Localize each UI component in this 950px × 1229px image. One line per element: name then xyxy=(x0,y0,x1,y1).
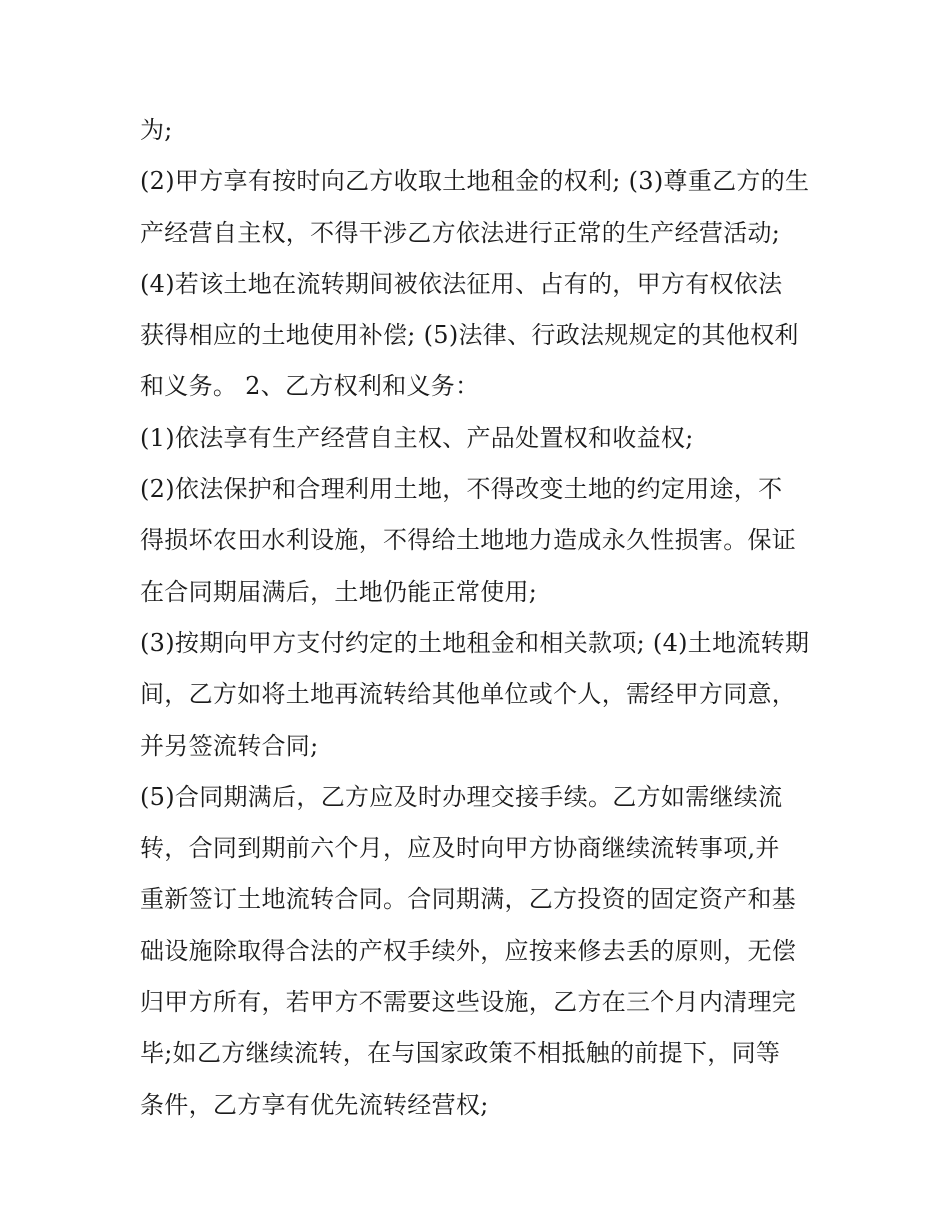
text-line: 条件，乙方享有优先流转经营权; xyxy=(140,1090,489,1119)
text-line: 重新签订土地流转合同。合同期满，乙方投资的固定资产和基 xyxy=(140,885,797,914)
text-line: 础设施除取得合法的产权手续外，应按来修去丢的原则，无偿 xyxy=(140,936,797,965)
text-line: 产经营自主权，不得干涉乙方依法进行正常的生产经营活动; xyxy=(140,218,781,247)
text-line: 毕;如乙方继续流转，在与国家政策不相抵触的前提下，同等 xyxy=(140,1039,781,1068)
text-line: 在合同期届满后，土地仍能正常使用; xyxy=(140,577,538,606)
text-line: 归甲方所有，若甲方不需要这些设施，乙方在三个月内清理完 xyxy=(140,988,797,1017)
text-line: 转，合同到期前六个月，应及时向甲方协商继续流转事项,并 xyxy=(140,834,780,863)
text-line: (3)按期向甲方支付约定的土地租金和相关款项; (4)土地流转期 xyxy=(140,628,810,657)
text-line: (4)若该土地在流转期间被依法征用、占有的，甲方有权依法 xyxy=(140,269,783,298)
text-line: 和义务。 2、乙方权利和义务： xyxy=(140,372,480,401)
document-body xyxy=(140,105,820,1131)
text-line: (2)甲方享有按时向乙方收取土地租金的权利; (3)尊重乙方的生 xyxy=(140,167,810,196)
text-line: (1)依法享有生产经营自主权、产品处置权和收益权; xyxy=(140,423,694,452)
text-line: 间，乙方如将土地再流转给其他单位或个人，需经甲方同意， xyxy=(140,680,797,709)
text-line: (5)合同期满后，乙方应及时办理交接手续。乙方如需继续流 xyxy=(140,782,783,811)
text-line: (2)依法保护和合理利用土地，不得改变土地的约定用途，不 xyxy=(140,475,783,504)
text-line: 获得相应的土地使用补偿; (5)法律、行政法规规定的其他权利 xyxy=(140,321,799,350)
text-line: 得损坏农田水利设施，不得给土地地力造成永久性损害。保证 xyxy=(140,526,797,555)
text-line: 为; xyxy=(140,116,173,144)
text-line: 并另签流转合同; xyxy=(140,731,319,760)
